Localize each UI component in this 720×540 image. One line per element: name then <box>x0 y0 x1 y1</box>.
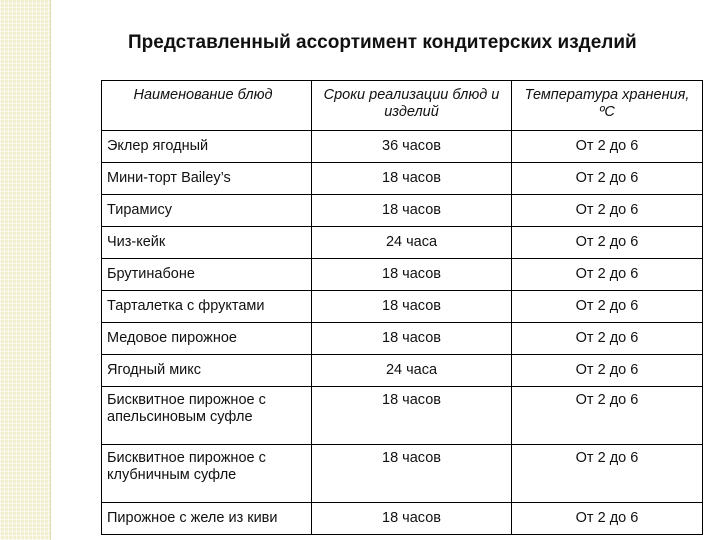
temperature-cell: От 2 до 6 <box>512 227 703 259</box>
table-row <box>102 259 703 291</box>
decorative-side-strip <box>0 0 51 540</box>
shelf-life-cell: 18 часов <box>312 503 512 535</box>
dish-name-cell: Ягодный микс <box>102 355 312 387</box>
shelf-life-cell: 18 часов <box>312 163 512 195</box>
shelf-life-cell: 18 часов <box>312 387 512 445</box>
temperature-cell: От 2 до 6 <box>512 445 703 503</box>
dish-name-cell: Пирожное с желе из киви <box>102 503 312 535</box>
page-title: Представленный ассортимент кондитерских изделий <box>128 32 637 53</box>
dish-name-cell: Бисквитное пирожное с апельсиновым суфле <box>102 387 312 445</box>
header-storage-temperature: Температура хранения, ºС <box>512 81 703 131</box>
temperature-cell: От 2 до 6 <box>512 291 703 323</box>
dish-name-cell: Эклер ягодный <box>102 131 312 163</box>
shelf-life-cell: 18 часов <box>312 291 512 323</box>
table-row <box>102 291 703 323</box>
shelf-life-cell: 18 часов <box>312 259 512 291</box>
table-header-row <box>102 81 703 131</box>
shelf-life-cell: 18 часов <box>312 445 512 503</box>
shelf-life-cell: 18 часов <box>312 195 512 227</box>
dish-name-cell: Чиз-кейк <box>102 227 312 259</box>
shelf-life-cell: 36 часов <box>312 131 512 163</box>
dish-name-cell: Медовое пирожное <box>102 323 312 355</box>
table-row <box>102 503 703 535</box>
temperature-cell: От 2 до 6 <box>512 323 703 355</box>
table-row <box>102 355 703 387</box>
table-row <box>102 323 703 355</box>
table-row <box>102 163 703 195</box>
shelf-life-cell: 24 часа <box>312 227 512 259</box>
dish-name-cell: Мини-торт Bailey’s <box>102 163 312 195</box>
shelf-life-cell: 24 часа <box>312 355 512 387</box>
table-row <box>102 131 703 163</box>
table-row <box>102 387 703 445</box>
temperature-cell: От 2 до 6 <box>512 163 703 195</box>
dish-name-cell: Тарталетка с фруктами <box>102 291 312 323</box>
dish-name-cell: Бисквитное пирожное с клубничным суфле <box>102 445 312 503</box>
dish-name-cell: Брутинабоне <box>102 259 312 291</box>
dish-name-cell: Тирамису <box>102 195 312 227</box>
temperature-cell: От 2 до 6 <box>512 195 703 227</box>
header-shelf-life: Сроки реализации блюд и изделий <box>312 81 512 131</box>
temperature-cell: От 2 до 6 <box>512 259 703 291</box>
table-row <box>102 195 703 227</box>
temperature-cell: От 2 до 6 <box>512 503 703 535</box>
assortment-table <box>101 80 703 535</box>
table-row <box>102 445 703 503</box>
temperature-cell: От 2 до 6 <box>512 355 703 387</box>
header-dish-name: Наименование блюд <box>102 81 312 131</box>
temperature-cell: От 2 до 6 <box>512 387 703 445</box>
temperature-cell: От 2 до 6 <box>512 131 703 163</box>
table-row <box>102 227 703 259</box>
shelf-life-cell: 18 часов <box>312 323 512 355</box>
